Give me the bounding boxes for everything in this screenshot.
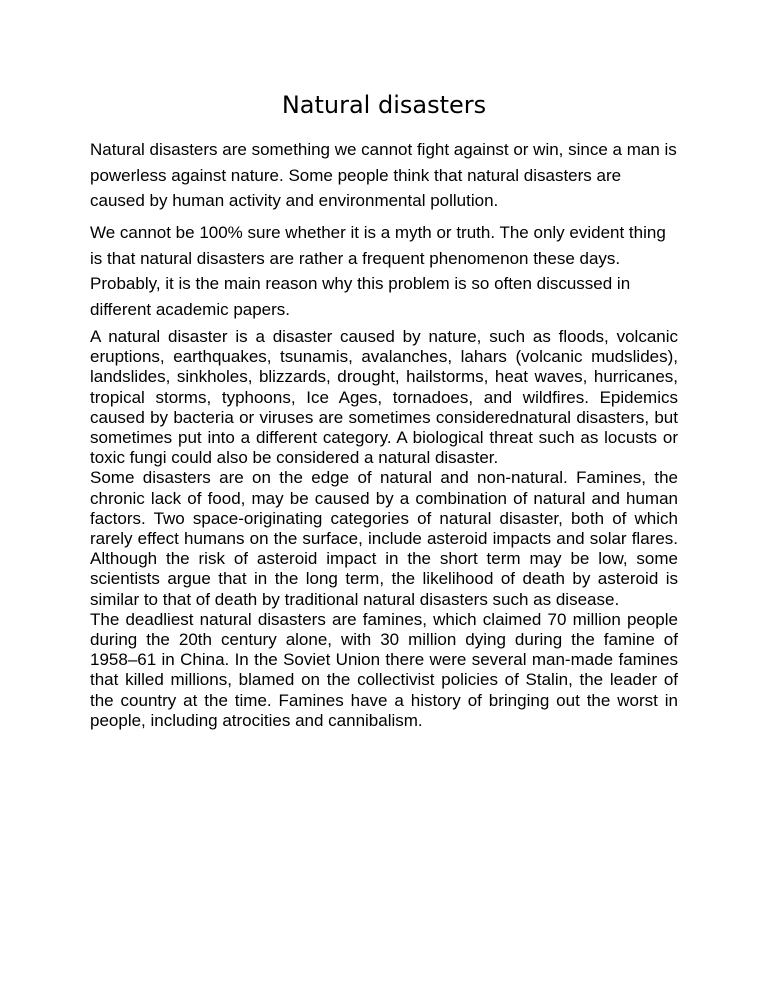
intro-paragraph-1: Natural disasters are something we cannot fight against or win, since a man is powerless against nature. Some people think that natural disasters are caused by human activity and environmental pollution. <box>90 140 677 210</box>
body-text <box>90 327 678 731</box>
intro-paragraph-2: We cannot be 100% sure whether it is a myth or truth. The only evident thing is that natural disasters are rather a frequent phenomenon these days. Probably, it is the main reason why this problem is so often discussed in different academic papers. <box>90 223 666 319</box>
document-title: Natural disasters <box>281 91 487 119</box>
body-paragraph-3: The deadliest natural disasters are famines, which claimed 70 million people during the 20th century alone, with 30 million dying during the famine of 1958–61 in China. In the Soviet Union there were several man-made famines that killed millions, blamed on the collectivist policies of Stalin, the leader of the country at the time. Famines have a history of bringing out the worst in people, including atrocities and cannibalism. <box>90 609 678 730</box>
body-paragraph-2: Some disasters are on the edge of natural and non-natural. Famines, the chronic lack of food, may be caused by a combination of natural and human factors. Two space-originating categories of natural disaster, both of which rarely effect humans on the surface, include asteroid impacts and solar flares. Although the risk of asteroid impact in the short term may be low, some scientists argue that in the long term, the likelihood of death by asteroid is similar to that of death by traditional natural disasters such as disease. <box>90 468 678 609</box>
body-paragraph-1: A natural disaster is a disaster caused by nature, such as floods, volcanic eruptions, earthquakes, tsunamis, avalanches, lahars (volcanic mudslides), landslides, sinkholes, blizzards, drought, hailstorms, heat waves, hurricanes, tropical storms, typhoons, Ice Ages, tornadoes, and wildfires. Epidemics caused by bacteria or viruses are sometimes considerednatural disasters, but sometimes put into a different category. A biological threat such as locusts or toxic fungi could also be considered a natural disaster. <box>90 327 678 468</box>
